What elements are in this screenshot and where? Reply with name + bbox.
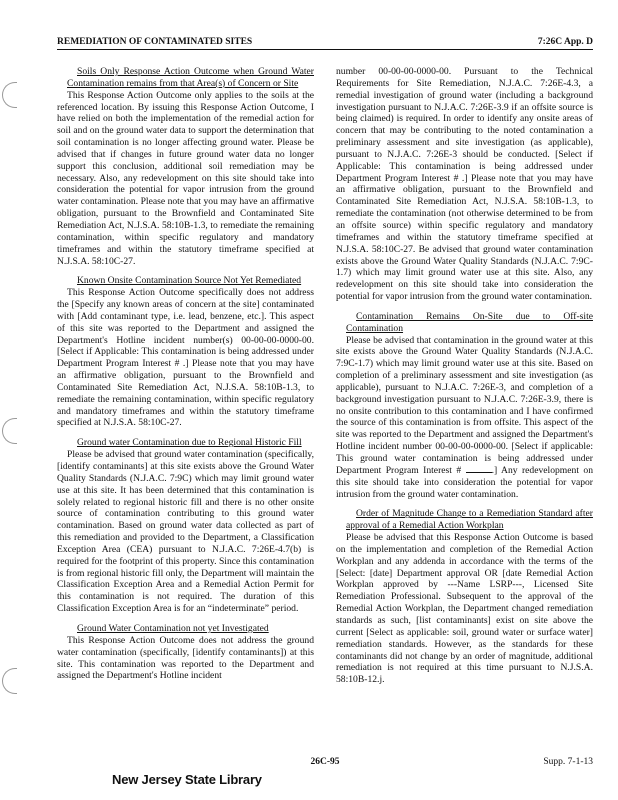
section-title: Ground water Contamination due to Regional Historic Fill <box>77 437 302 449</box>
fill-in-blank <box>466 472 492 473</box>
punch-hole-mark <box>2 418 17 444</box>
header-section-number: 7:26C App. D <box>537 37 593 47</box>
section-title: Soils Only Response Action Outcome when Ground Water Contamination remains from that Area(s) of Concern or Site <box>67 66 314 89</box>
library-stamp: New Jersey State Library <box>112 772 262 787</box>
section-continuation <box>336 66 593 303</box>
continued-paragraph: number 00-00-00-0000-00. Pursuant to the Technical Requirements for Site Remediation, N.J.A.C. 7:26E-4.3, a remedial investigation of ground water (including a background investigation pursuant to N.J.A.C. 7:26E-3.9 if an offsite source is being claimed) is required. In order to identify any onsite areas of concern that may be contributing to the noted contamination a preliminary assessment and site investigation (as applicable), pursuant to N.J.A.C. 7:26E-3 should be conducted. [Select if Applicable: This contamination is being addressed under Department Program Interest # .] Please note that you may have an affirmative obligation, pursuant to the Brownfield and Contaminated Site Remediation Act, N.J.S.A. 58:10B-1.3, to remediate the contamination (not otherwise determined to be from an offsite source) within specific regulatory and mandatory timeframes and within the statutory timeframe specified at N.J.S.A. 58:10C-27. Be advised that ground water contamination exists above the Ground Water Quality Standards (N.J.A.C. 7:9C-1.7) which may limit ground water use at this site. Also, any redevelopment on this site should take into consideration the potential for vapor intrusion from the ground water contamination. <box>336 66 593 303</box>
section-known-onsite-source <box>57 275 314 429</box>
section-body: This Response Action Outcome only applies to the soils at the referenced location. By issuing this Response Action Outcome, I have relied on both the implementation of the remedial action for soil and on the ground water data to support the determination that soil contamination is no longer affecting ground water. Please be advised that if changes in future ground water data no longer support this conclusion, additional soil remediation may be necessary. Also, any redevelopment on this site should take into consideration the potential for vapor intrusion from the ground water contamination. Please note that you may have an affirmative obligation, pursuant to the Brownfield and Contaminated Site Remediation Act, N.J.S.A. 58:10B-1.3, to remediate the remaining contamination, within specific regulatory and mandatory timeframes and within the statutory timeframe specified at N.J.S.A. 58:10C-27. <box>57 89 314 267</box>
section-offsite-contamination <box>336 311 593 501</box>
section-soils-only-rao <box>57 66 314 267</box>
header-title: REMEDIATION OF CONTAMINATED SITES <box>57 37 253 47</box>
section-regional-historic-fill <box>57 437 314 615</box>
section-body: This Response Action Outcome does not address the ground water contamination (specifically, [identify contaminants]) at this site. This contamination was reported to the Department and assigned the Department's Hotline incident <box>57 634 314 682</box>
section-gw-not-investigated <box>57 623 314 682</box>
section-title: Contamination Remains On-Site due to Off-site Contamination <box>346 310 593 334</box>
page-footer <box>57 757 593 771</box>
section-body: Please be advised that ground water contamination (specifically, [identify contaminants] at this site exists above the Ground Water Quality Standards (N.J.A.C. 7:9C) which may limit ground water use at this site. It has been determined that this contamination is solely related to regional historic fill and there is no other onsite source of contamination contributing to this ground water contamination. Based on ground water data collected as part of this remediation and provided to the Department, a Classification Exception Area (CEA) pursuant to N.J.A.C. 7:26E-4.7(b) is required for the footprint of this property. Since this contamination is from regional historic fill only, the Department will maintain the Classification Exception Area and a Remedial Action Permit for this contamination is not required. The duration of this Classification Exception Area is for an “indeterminate” period. <box>57 449 314 615</box>
punch-hole-mark <box>2 668 17 694</box>
section-title: Ground Water Contamination not yet Investigated <box>77 622 269 634</box>
punch-hole-mark <box>2 82 17 108</box>
page-number: 26C-95 <box>310 757 340 767</box>
section-title: Order of Magnitude Change to a Remediation Standard after approval of a Remedial Action Workplan <box>346 508 593 532</box>
section-order-of-magnitude <box>336 508 593 686</box>
left-column <box>57 66 314 690</box>
section-body: This Response Action Outcome specifically does not address the [Specify any known areas of concern at the site] contaminated with [Add contaminant type, i.e. lead, benzene, etc.]. This aspect of this site was reported to the Department and assigned the Department's Hotline incident number(s) 00-00-00-0000-00. [Select if Applicable: This contamination is being addressed under Department Program Interest # .] Please note that you may have an affirmative obligation, pursuant to the Brownfield and Contaminated Site Remediation Act, N.J.S.A. 58:10B-1.3, to remediate the remaining contamination, within specific regulatory and mandatory timeframes and within the statutory timeframe specified at N.J.S.A. 58:10C-27. <box>57 287 314 429</box>
section-title: Known Onsite Contamination Source Not Yet Remediated <box>77 275 302 287</box>
right-column <box>336 66 593 694</box>
section-body: Please be advised that this Response Action Outcome is based on the implementation and completion of the Remedial Action Workplan and any addenda in accordance with the terms of the [Select: [date] Department approval OR [date Remedial Action Workplan approved by ---Name LSRP---, Licensed Site Remediation Professional. Subsequent to the approval of the Remedial Action Workplan, the Department changed remediation standards as such, [list contaminants] exist on site above the current [Select as applicable: soil, ground water or surface water] remediation standards. However, as the standards for these contaminants did not change by an order of magnitude, additional remediation is not required at this time pursuant to N.J.S.A. 58:10B-12.j. <box>336 532 593 686</box>
supplement-date: Supp. 7-1-13 <box>543 757 593 767</box>
section-body-part: .] Any redevelopment on this site should take into consideration the potential for vapor intrusion from the ground water contamination. <box>336 464 593 500</box>
section-body-part: Please be advised that contamination in the ground water at this site exists above the Ground Water Quality Standards (N.J.A.C. 7:9C-1.7) which may limit ground water use at this site. Based on completion of a preliminary assessment and site investigation (as applicable), pursuant to N.J.A.C. 7:26E-3, and completion of a background investigation pursuant to N.J.A.C. 7:26E-3.9, there is no onsite contribution to this contamination and I have confirmed the source of this contamination is from offsite. This aspect of the site was reported to the Department and assigned the Department's Hotline incident number 00-00-00-0000-00. [Select if applicable: This ground water contamination is being addressed under Department Program Interest # <box>336 334 593 476</box>
running-header <box>57 37 593 50</box>
section-body <box>336 335 593 501</box>
